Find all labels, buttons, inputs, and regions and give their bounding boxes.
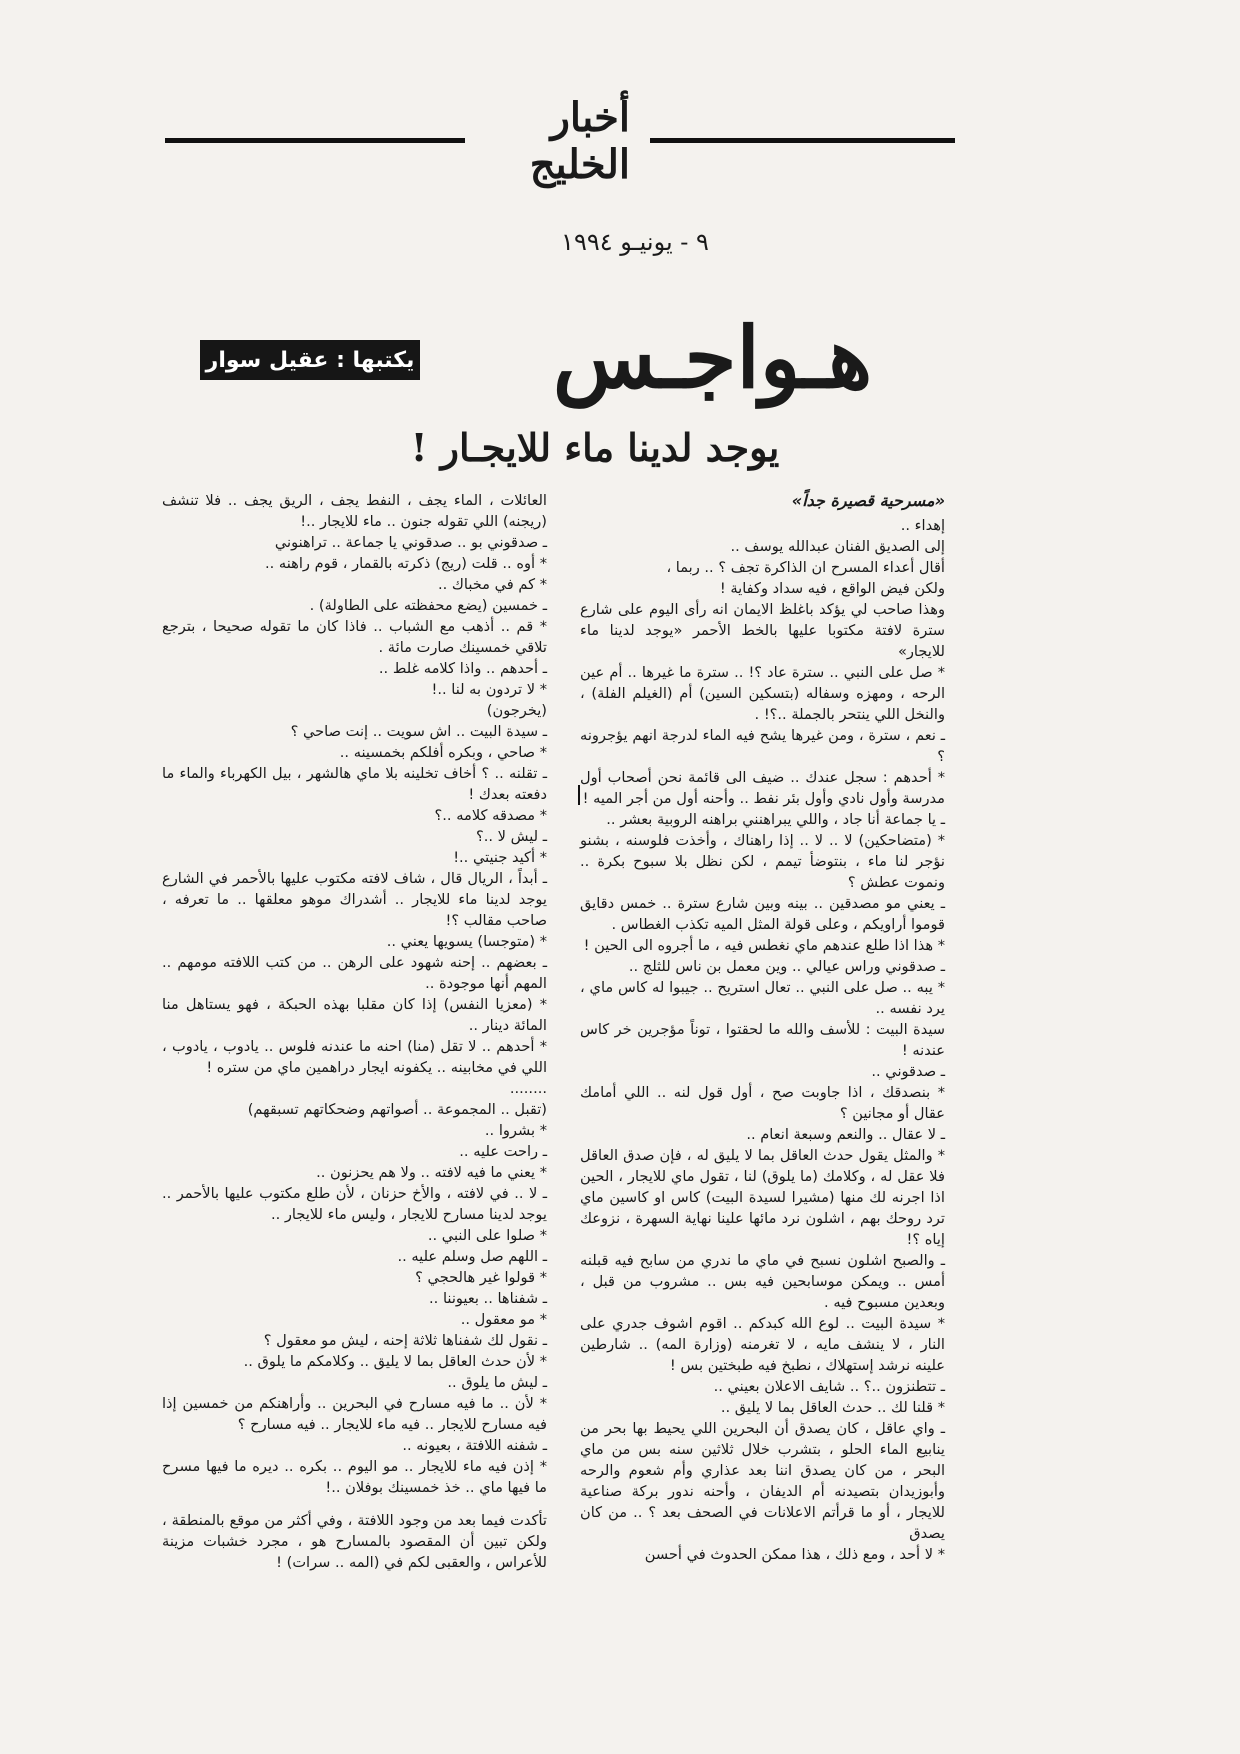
paragraph: ـ تقلنه .. ؟ أخاف تخلينه بلا ماي هالشهر ، بيل الكهرباء والماء ما دفعته بعدك ! <box>162 765 547 803</box>
paragraph: * مو معقول .. <box>460 1311 547 1328</box>
masthead <box>165 93 955 188</box>
paragraph: ........ <box>509 1080 547 1097</box>
masthead-rule-right <box>650 138 955 143</box>
paragraph: * مصدقه كلامه ..؟ <box>434 807 547 824</box>
paragraph: أقال أعداء المسرح ان الذاكرة تجف ؟ .. ربما ، <box>666 559 945 576</box>
paragraph: ـ لا .. في لافته ، والأخ حزنان ، لأن طلع مكتوب عليها بالأحمر .. يوجد لدينا مسارح للايجار ، وليس ماء للايجار .. <box>162 1185 547 1223</box>
article-headline: يوجد لدينا ماء للايجـار ! <box>410 425 780 470</box>
paragraph: ولكن فيض الواقع ، فيه سداد وكفاية ! <box>719 580 945 597</box>
paragraph: ـ والصبح اشلون نسبح في ماي ما ندري من سابح فيه قبلنه أمس .. ويمكن موسابحين فيه بس .. مشروب من قبل ، وبعدين مسبوح فيه . <box>580 1252 945 1311</box>
paragraph: * (معزيا النفس) إذا كان مقلبا بهذه الحبكة ، فهو يستاهل منا المائة دينار .. <box>162 996 547 1034</box>
paragraph: * قم .. أذهب مع الشباب .. فاذا كان ما تقوله صحيحا ، بترجع تلاقي خمسينك صارت مائة . <box>162 618 547 656</box>
paragraph: * صلوا على النبي .. <box>427 1227 547 1244</box>
paragraph: ـ ليش ما يلوق .. <box>447 1374 547 1391</box>
paragraph: * (متوجسا) يسويها يعني .. <box>386 933 547 950</box>
paragraph: * لا تردون به لنا ..! <box>431 681 547 698</box>
paragraph: * والمثل يقول حدث العاقل بما لا يليق له ، فإن صدق العاقل فلا عقل له ، وكلامك (ما يلوق) لنا ، تقول ماي للايجار ، الحين اذا اجرنه لك منها (مشيرا لسيدة البيت) كاس او كاسين ماي ترد روحك بهم ، اشلون نرد مائها علينا نهاية السهرة ، نزوعك إياه ؟! <box>580 1147 945 1248</box>
paragraph: تأكدت فيما بعد من وجود اللافتة ، وفي أكثر من موقع بالمنطقة ، ولكن تبين أن المقصود بالمسارح هو ، مجرد خشبات مزينة للأعراس ، والعقبى لكم في (المه .. سرات) ! <box>162 1512 547 1571</box>
paragraph: ـ يعني مو مصدقين .. بينه وبين شارع سترة .. خمس دقايق قوموا أراويكم ، وعلى قولة المثل الميه تكذب الغطاس . <box>580 895 945 933</box>
newspaper-logo: أخبار الخليج <box>529 93 630 188</box>
play-subtitle: «مسرحية قصيرة جداً» <box>791 491 945 510</box>
article-column-right <box>580 490 945 1565</box>
paragraph <box>162 1498 547 1510</box>
article-column-left <box>162 490 547 1573</box>
paragraph: * كم في مخباك .. <box>437 576 547 593</box>
paragraph: * قلنا لك .. حدث العاقل بما لا يليق .. <box>720 1399 945 1416</box>
paragraph: سيدة البيت : للأسف والله ما لحقتوا ، توناً مؤجرين خر كاس عندنه ! <box>580 1021 945 1059</box>
column-divider <box>578 785 580 805</box>
paragraph: ـ تتطنزون ..؟ .. شايف الاعلان بعيني .. <box>713 1378 945 1395</box>
paragraph: ـ أبداً ، الريال قال ، شاف لافته مكتوب عليها بالأحمر في الشارع يوجد لدينا ماء للايجار .. أشدراك موهو معلقها .. ما تعرفه ، صاحب مقالب ؟! <box>162 870 547 929</box>
paragraph: ـ سيدة البيت .. اش سويت .. إنت صاحي ؟ <box>290 723 547 740</box>
paragraph: إهداء .. <box>900 517 945 534</box>
paragraph: إلى الصديق الفنان عبدالله يوسف .. <box>730 538 945 555</box>
paragraph: ـ واي عاقل ، كان يصدق أن البحرين اللي يحيط بها بحر من ينابيع الماء الحلو ، بتشرب خلال ثلاثين سنه بس من ماي البحر ، من كان يصدق اننا بعد عذاري وأم شعوم والرحه وأبوزيدان بتصيدنه أم الديفان ، وأحنه ندور بركة صناعية للايجار ، أو ما قرأتم الاعلانات في الصحف بعد ؟ .. من كان يصدق <box>580 1420 945 1542</box>
paragraph: * إذن فيه ماء للايجار .. مو اليوم .. بكره .. ديره ما فيها مسرح ما فيها ماي .. خذ خمسينك بوفلان ..! <box>162 1458 547 1496</box>
paragraph: ـ صدقوني .. <box>871 1063 945 1080</box>
paragraph: * لأن .. ما فيه مسارح في البحرين .. وأراهنكم من خمسين إذا فيه مسارح للايجار .. فيه ماء للايجار .. فيه مسارح ؟ <box>162 1395 547 1433</box>
paragraph: ـ ليش لا ..؟ <box>476 828 547 845</box>
paragraph: * صل على النبي .. سترة عاد ؟! .. سترة ما غيرها .. أم عين الرحه ، ومهزه وسفاله (بتسكين السين) أم (الغيلم الفلة) ، والنخل اللي ينتحر بالجملة ..؟! . <box>580 664 945 723</box>
paragraph: ـ أحدهم .. واذا كلامه غلط .. <box>378 660 547 677</box>
paragraph: * أكيد جنيتي ..! <box>453 849 547 866</box>
paragraph: * أوه .. قلت (ريج) ذكرته بالقمار ، قوم راهنه .. <box>265 555 547 572</box>
paragraph: * لأن حدث العاقل بما لا يليق .. وكلامكم ما يلوق .. <box>243 1353 547 1370</box>
paragraph: ـ شفنه اللافتة ، بعيونه .. <box>402 1437 547 1454</box>
paragraph: ـ نقول لك شفناها ثلاثة إحنه ، ليش مو معقول ؟ <box>263 1332 547 1349</box>
paragraph: ـ يا جماعة أنا جاد ، واللي يبراهنني براهنه الروبية بعشر .. <box>606 811 945 828</box>
byline: يكتبها : عقيل سوار <box>200 340 420 380</box>
paragraph: * سيدة البيت .. لوع الله كبدكم .. اقوم اشوف جدري على النار ، لا ينشف مايه ، لا تغرمنه (وزارة المه) .. شارطين علينه نرشد إستهلاك ، نطبخ فيه طبختين بس ! <box>580 1315 945 1374</box>
paragraph: * قولوا غير هالحجي ؟ <box>415 1269 547 1286</box>
paragraph: ـ نعم ، سترة ، ومن غيرها يشح فيه الماء لدرجة انهم يؤجرونه ؟ <box>580 727 945 765</box>
paragraph: ـ راحت عليه .. <box>459 1143 547 1160</box>
paragraph: ـ صدقوني وراس عيالي .. وين معمل بن ناس للثلج .. <box>628 958 945 975</box>
paragraph: ـ اللهم صل وسلم عليه .. <box>397 1248 547 1265</box>
column-title: هـواجـس <box>552 308 873 407</box>
paragraph: (تقبل .. المجموعة .. أصواتهم وضحكاتهم تسبقهم) <box>247 1101 547 1118</box>
paragraph: العائلات ، الماء يجف ، النفط يجف ، الريق يجف .. فلا تنشف (ريجنه) اللي تقوله جنون .. ماء للايجار ..! <box>162 492 547 530</box>
paragraph: * يبه .. صل على النبي .. تعال استريح .. جيبوا له كاس ماي ، يرد نفسه .. <box>580 979 945 1017</box>
paragraph: ـ شفناها .. بعيوننا .. <box>429 1290 547 1307</box>
paragraph: وهذا صاحب لي يؤكد باغلظ الايمان انه رأى اليوم على شارع سترة لافتة مكتوبا عليها بالخط الأحمر «يوجد لدينا ماء للايجار» <box>580 601 945 660</box>
paragraph: ـ بعضهم .. إحنه شهود على الرهن .. من كتب اللافته مومهم .. المهم أنها موجودة .. <box>162 954 547 992</box>
paragraph: ـ لا عقال .. والنعم وسبعة انعام .. <box>746 1126 945 1143</box>
publication-date: ٩ - يونيـو ١٩٩٤ <box>561 228 709 256</box>
paragraph: ـ صدقوني بو .. صدقوني يا جماعة .. تراهنوني <box>274 534 547 551</box>
paragraph: * لا أحد ، ومع ذلك ، هذا ممكن الحدوث في أحسن <box>644 1546 945 1563</box>
paragraph: * صاحي ، وبكره أفلكم بخمسينه .. <box>339 744 547 761</box>
paragraph: * أحدهم : سجل عندك .. ضيف الى قائمة نحن أصحاب أول مدرسة وأول نادي وأول بئر نفط .. وأحنه أول من أجر الميه ! <box>580 769 945 807</box>
paragraph: * بشروا .. <box>484 1122 547 1139</box>
paragraph: (يخرجون) <box>486 702 547 719</box>
paragraph: * (متضاحكين) لا .. لا .. إذا راهناك ، وأخذت فلوسنه ، بشنو نؤجر لنا ماء ، بنتوضأ تيمم ، لكن نظل بلا سبوح بكرة .. ونموت عطش ؟ <box>580 832 945 891</box>
masthead-rule-left <box>165 138 465 143</box>
paragraph: * هذا اذا طلع عندهم ماي نغطس فيه ، ما أجروه الى الحين ! <box>583 937 945 954</box>
paragraph: * يعني ما فيه لافته .. ولا هم يحزنون .. <box>316 1164 547 1181</box>
paragraph: * بنصدقك ، اذا جاوبت صح ، أول قول لنه .. اللي أمامك عقال أو مجانين ؟ <box>580 1084 945 1122</box>
paragraph: ـ خمسين (يضع محفظته على الطاولة) . <box>309 597 547 614</box>
paragraph: * أحدهم .. لا تقل (منا) احنه ما عندنه فلوس .. يادوب ، يادوب ، اللي في مخابينه .. يكفونه ايجار دراهمين ماي من ستره ! <box>162 1038 547 1076</box>
